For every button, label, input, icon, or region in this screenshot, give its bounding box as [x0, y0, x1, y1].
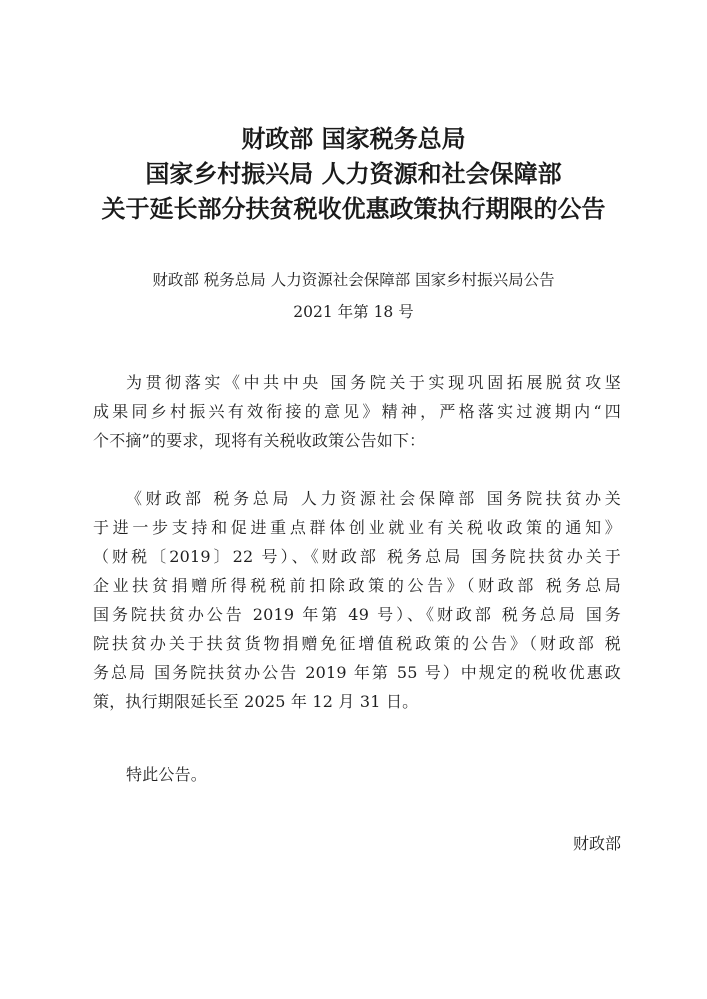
paragraph-line: （财税〔2019〕22 号）、《财政部 税务总局 国务院扶贫办关于	[93, 547, 621, 566]
closing-line: 特此公告。	[126, 765, 208, 784]
announcement-number: 2021 年第 18 号	[293, 303, 414, 321]
paragraph-line: 于进一步支持和促进重点群体创业就业有关税收政策的通知》	[93, 518, 621, 537]
title-line-2: 国家乡村振兴局 人力资源和社会保障部	[145, 160, 562, 188]
paragraph-line: 国务院扶贫办公告 2019 年第 49 号）、《财政部 税务总局 国务	[93, 605, 621, 624]
signature-issuer: 财政部	[572, 834, 621, 853]
paragraph-line: 务总局 国务院扶贫办公告 2019 年第 55 号）中规定的税收优惠政	[93, 663, 621, 682]
document-number	[0, 264, 707, 328]
paragraph-line: 《财政部 税务总局 人力资源社会保障部 国务院扶贫办关	[126, 489, 621, 508]
paragraph-line: 院扶贫办关于扶贫货物捐赠免征增值税政策的公告》（财政部 税	[93, 634, 621, 653]
title-line-3: 关于延长部分扶贫税收优惠政策执行期限的公告	[101, 195, 606, 223]
title-line-1: 财政部 国家税务总局	[241, 125, 466, 153]
paragraph-line: 策，执行期限延长至 2025 年 12 月 31 日。	[93, 692, 419, 711]
announcement-title	[0, 122, 707, 227]
paragraph-intro	[93, 368, 621, 455]
paragraph-closing	[93, 760, 621, 789]
issuing-agencies: 财政部 税务总局 人力资源社会保障部 国家乡村振兴局公告	[152, 271, 555, 289]
paragraph-line: 成果同乡村振兴有效衔接的意见》精神，严格落实过渡期内“四	[93, 402, 621, 421]
paragraph-policy	[93, 484, 621, 716]
paragraph-line: 企业扶贫捐赠所得税税前扣除政策的公告》（财政部 税务总局	[93, 576, 621, 595]
paragraph-line: 为贯彻落实《中共中央 国务院关于实现巩固拓展脱贫攻坚	[126, 373, 621, 392]
paragraph-line: 个不摘”的要求，现将有关税收政策公告如下：	[93, 431, 426, 450]
